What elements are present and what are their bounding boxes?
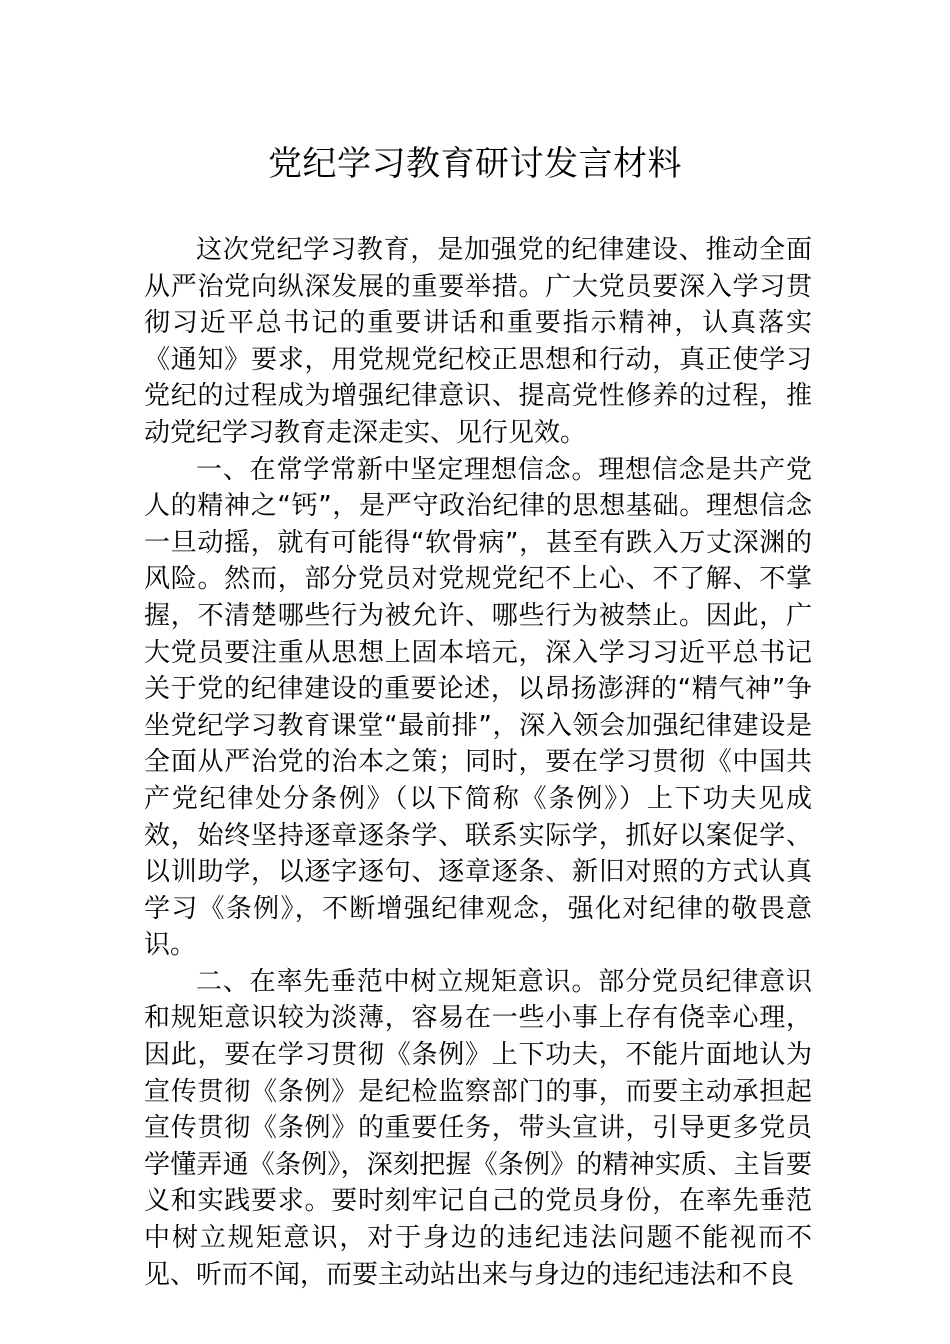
paragraph-section-1: 一、在常学常新中坚定理想信念。理想信念是共产党人的精神之“钙”，是严守政治纪律的思想基础。理想信念一旦动摇，就有可能得“软骨病”，甚至有跌入万丈深渊的风险。然而，部分党员对党规党纪不上心、不了解、不掌握，不清楚哪些行为被允许、哪些行为被禁止。因此，广大党员要注重从思想上固本培元，深入学习习近平总书记关于党的纪律建设的重要论述，以昂扬澎湃的“精气神”争坐党纪学习教育课堂“最前排”，深入领会加强纪律建设是全面从严治党的治本之策；同时，要在学习贯彻《中国共产党纪律处分条例》（以下简称《条例》）上下功夫见成效，始终坚持逐章逐条学、联系实际学，抓好以案促学、以训助学，以逐字逐句、逐章逐条、新旧对照的方式认真学习《条例》，不断增强纪律观念，强化对纪律的敬畏意识。	[144, 454, 812, 961]
document-body	[144, 232, 812, 1293]
paragraph-intro: 这次党纪学习教育，是加强党的纪律建设、推动全面从严治党向纵深发展的重要举措。广大党员要深入学习贯彻习近平总书记的重要讲话和重要指示精神，认真落实《通知》要求，用党规党纪校正思想和行动，真正使学习党纪的过程成为增强纪律意识、提高党性修养的过程，推动党纪学习教育走深走实、见行见效。	[144, 235, 812, 448]
paragraph-section-2: 二、在率先垂范中树立规矩意识。部分党员纪律意识和规矩意识较为淡薄，容易在一些小事上存有侥幸心理，因此，要在学习贯彻《条例》上下功夫，不能片面地认为宣传贯彻《条例》是纪检监察部门的事，而要主动承担起宣传贯彻《条例》的重要任务，带头宣讲，引导更多党员学懂弄通《条例》，深刻把握《条例》的精神实质、主旨要义和实践要求。要时刻牢记自己的党员身份，在率先垂范中树立规矩意识，对于身边的违纪违法问题不能视而不见、听而不闻，而要主动站出来与身边的违纪违法和不良	[144, 966, 812, 1290]
document-title: 党纪学习教育研讨发言材料	[268, 144, 682, 184]
